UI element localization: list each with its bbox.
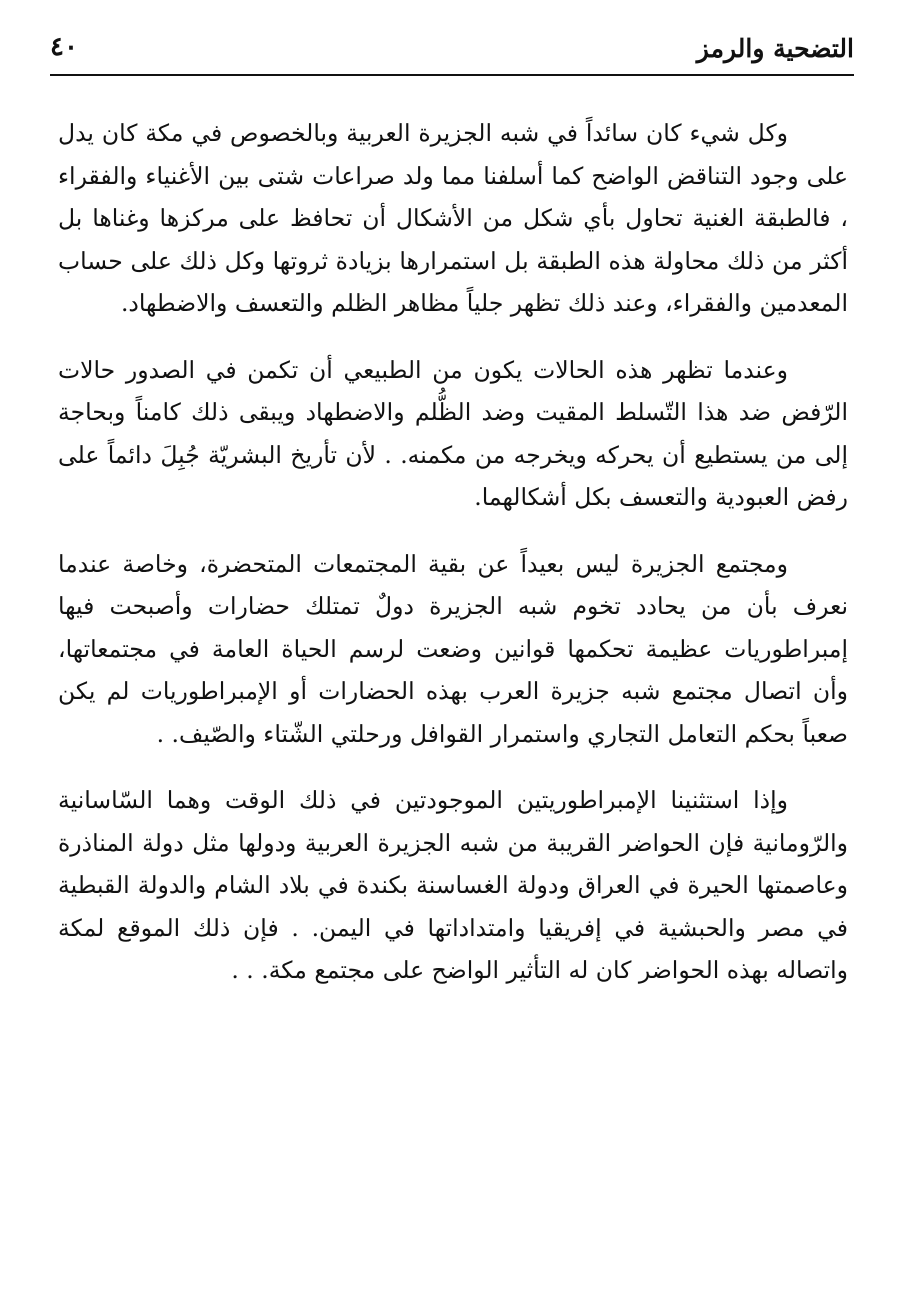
paragraph: وعندما تظهر هذه الحالات يكون من الطبيعي أن تكمن في الصدور حالات الرّفض ضد هذا التّسلط المقيت وضد الظُّلم والاضطهاد ويبقى ذلك كامناً وبحاجة إلى من يستطيع أن يحركه ويخرجه من مكمنه. . لأن تأريخ البشريّة جُبِلَ دائماً على رفض العبودية والتعسف بكل أشكالهما. — [58, 355, 848, 511]
page-number: ٤٠ — [50, 32, 78, 62]
paragraph: وكل شيء كان سائداً في شبه الجزيرة العربية وبالخصوص في مكة كان يدل على وجود التناقض الواضح كما أسلفنا مما ولد صراعات شتى بين الأغنياء والفقراء ، فالطبقة الغنية تحاول بأي شكل من الأشكال أن تحافظ على مركزها وغناها بل أكثر من ذلك محاولة هذه الطبقة بل استمرارها بزيادة ثروتها وكل ذلك على حساب المعدمين والفقراء، وعند ذلك تظهر جلياً مظاهر الظلم والتعسف والاضطهاد. — [58, 119, 848, 317]
chapter-title: التضحية والرمز — [696, 34, 854, 63]
body-text — [58, 112, 848, 1016]
paragraph: ومجتمع الجزيرة ليس بعيداً عن بقية المجتمعات المتحضرة، وخاصة عندما نعرف بأن من يحادد تخوم شبه الجزيرة دولٌ تمتلك حضارات وأصبحت فيها إمبراطوريات عظيمة تحكمها قوانين وضعت لرسم الحياة العامة في مجتمعاتها، وأن اتصال مجتمع شبه جزيرة العرب بهذه الحضارات أو الإمبراطوريات لم يكن صعباً بحكم التعامل التجاري واستمرار القوافل ورحلتي الشّتاء والصّيف. . — [58, 549, 848, 748]
running-header — [50, 28, 854, 76]
paragraph: وإذا استثنينا الإمبراطوريتين الموجودتين في ذلك الوقت وهما السّاسانية والرّومانية فإن الحواضر القريبة من شبه الجزيرة العربية ودولها مثل دولة المناذرة وعاصمتها الحيرة في العراق ودولة الغساسنة بكندة في بلاد الشام والدولة القبطية في مصر والحبشية في إفريقيا وامتداداتها في اليمن. . فإن ذلك الموقع لمكة واتصاله بهذه الحواضر كان له التأثير الواضح على مجتمع مكة. . . — [58, 786, 848, 984]
